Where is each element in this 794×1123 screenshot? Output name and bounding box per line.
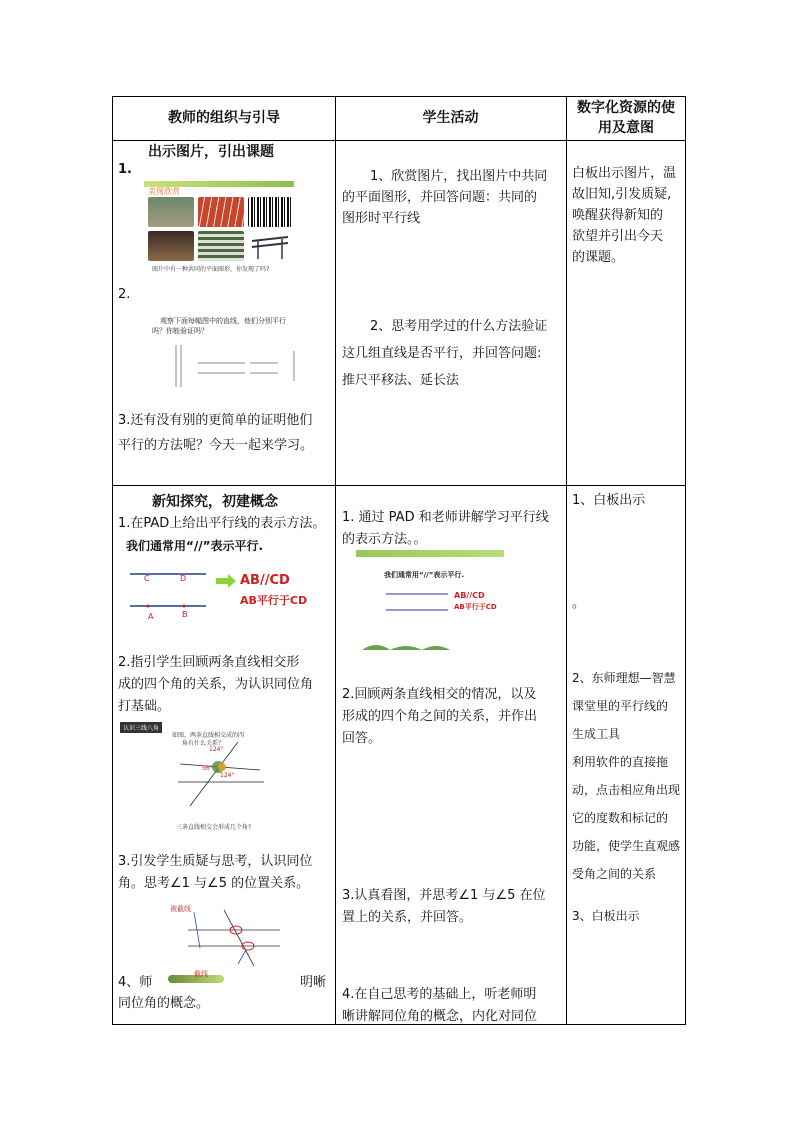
item1-number: 1. <box>118 162 132 177</box>
ab-parallel-cd: AB//CD <box>240 573 290 588</box>
item2-number: 2. <box>118 287 131 302</box>
image-bottom-question: 三条直线相交会形成几个角? <box>176 824 252 831</box>
s2-student4-line2: 晰讲解同位角的概念，内化对同位 <box>342 1009 538 1024</box>
parallel-bars-photo <box>248 231 292 261</box>
item3-line1: 3.还有没有别的更简单的证明他们 <box>118 413 313 428</box>
s2-student1-line2: 的表示方法。。 <box>342 532 427 547</box>
s2-item3-line1: 3.引发学生质疑与思考，认识同位 <box>118 854 313 869</box>
angle-124-bottom: 124° <box>220 772 235 779</box>
three-lines-eight-angles-image <box>118 720 294 832</box>
parallel-check-image <box>150 313 300 383</box>
s2-resource2-line7: 功能，使学生直观感 <box>572 839 681 853</box>
student2-line1: 2、思考用学过的什么方法验证 <box>370 319 548 334</box>
s2-item4-line2: 同位角的概念。 <box>118 996 210 1011</box>
section1-title: 出示图片，引出课题 <box>148 144 274 160</box>
check-text-1: 观察下面每幅图中的直线，他们分别平行 <box>160 317 286 325</box>
s2-item2-line3: 打基础。 <box>118 699 171 714</box>
s2-student-3 <box>342 885 562 929</box>
s2-student3-line1: 3.认真看图，并思考∠1 与∠5 在位 <box>342 888 546 903</box>
s2-resource2-line6: 它的度数和标记的 <box>572 811 669 825</box>
s2-item2-text <box>118 652 313 718</box>
student1-line3: 图形时平行线 <box>342 211 421 226</box>
resource1-line3: 唤醒获得新知的 <box>572 208 664 223</box>
parallel-lines-figure <box>150 343 300 388</box>
item3-line2: 平行的方法呢？今天一起来学习。 <box>118 438 314 453</box>
s2-student2-line3: 回答。 <box>342 731 382 746</box>
s2-resource2-line8: 受角之间的关系 <box>572 867 657 881</box>
parallel-bars-icon <box>248 231 292 261</box>
resource1-line4: 欲望并引出今天 <box>572 229 664 244</box>
header-student: 学生活动 <box>422 110 479 126</box>
s2-resource-dot: 。 <box>572 596 586 611</box>
student-image-text: 我们通常用“//”表示平行. <box>384 571 464 579</box>
s2-item3-text <box>118 851 312 895</box>
s2-resource-2 <box>572 664 684 888</box>
header-resource-line2: 用及意图 <box>598 120 654 136</box>
image-title: 美图欣赏 <box>148 187 180 196</box>
transected-lines-label: 被截线 <box>170 905 191 913</box>
s2-student4-line1: 4.在自己思考的基础上，听老师明 <box>342 987 537 1002</box>
student-notation-image <box>356 550 504 654</box>
s2-student2-line2: 形成的四个角之间的关系，并作出 <box>342 709 538 724</box>
column-divider <box>566 97 567 1024</box>
resource1-line1: 白板出示图片，温 <box>572 166 677 181</box>
s2-item1-line1: 1.在PAD上给出平行线的表示方法。 <box>118 516 326 531</box>
barcode-photo <box>248 197 292 227</box>
railway-photo <box>148 231 194 261</box>
label-a: A <box>148 612 154 621</box>
item3-text <box>118 410 313 456</box>
student-activity-1 <box>342 166 562 229</box>
s2-student2-line1: 2.回顾两条直线相交的情况，以及 <box>342 687 537 702</box>
student-image-abcd-text: AB平行于CD <box>454 603 497 611</box>
s2-student-4 <box>342 984 562 1028</box>
s2-resource2-line4: 利用软件的直接拖 <box>572 755 669 769</box>
corresponding-angles-image <box>168 904 286 970</box>
header-resource-line1: 数字化资源的使 <box>577 100 675 116</box>
image-tag: 认识三线八角 <box>120 722 162 733</box>
s2-resource-3: 3、白板出示 <box>572 909 640 923</box>
header-teacher: 教师的组织与引导 <box>168 110 280 126</box>
student1-line2: 的平面图形，并回答问题：共同的 <box>342 190 538 205</box>
s2-item3-line2: 角。思考∠1 与∠5 的位置关系。 <box>118 876 310 891</box>
appreciation-image <box>144 181 294 274</box>
crosswalk-photo <box>198 231 244 261</box>
s2-item1-line2: 我们通常用“//”表示平行. <box>126 539 264 553</box>
ab-parallel-cd-text: AB平行于CD <box>240 594 308 607</box>
header-resource <box>566 98 686 138</box>
row-divider <box>113 485 685 486</box>
image-caption: 图片中有一种共同的平面图形，你发现了吗? <box>152 266 270 273</box>
s2-resource2-line3: 生成工具 <box>572 727 621 741</box>
track-photo <box>198 197 244 227</box>
column-divider <box>335 97 336 1024</box>
label-c: C <box>144 574 150 583</box>
label-b: B <box>182 610 188 619</box>
parallel-notation-figure <box>128 568 328 624</box>
student-activity-2 <box>342 313 562 394</box>
s2-item2-line2: 成的四个角的关系，为认识同位角 <box>118 677 314 692</box>
s2-student-1 <box>342 507 562 551</box>
row-divider <box>113 140 685 141</box>
student1-line1: 1、欣赏图片，找出图片中共同 <box>370 169 548 184</box>
check-text-2: 吗？你能验证吗？ <box>152 327 208 335</box>
label-d: D <box>180 574 187 583</box>
resource1-line5: 的课题。 <box>572 250 625 265</box>
student2-line2: 这几组直线是否平行，并回答问题: <box>342 346 542 361</box>
student2-line3: 推尺平移法、延长法 <box>342 373 460 388</box>
stairs-photo <box>148 197 194 227</box>
s2-item4-a: 4、师 <box>118 975 153 990</box>
s2-student1-line1: 1. 通过 PAD 和老师讲解学习平行线 <box>342 510 549 525</box>
s2-resource2-line5: 动，点击相应角出现 <box>572 783 681 797</box>
transversal-label: 截线 <box>194 970 208 978</box>
s2-student-2 <box>342 684 562 750</box>
s2-item4-b: 明晰 <box>300 975 327 990</box>
s2-resource-1: 1、白板出示 <box>572 493 646 508</box>
angle-124-top: 124° <box>209 746 224 753</box>
student-image-abcd: AB//CD <box>454 591 485 600</box>
s2-resource2-line1: 2、东师理想—智慧 <box>572 671 676 685</box>
image-question-1: 如图，两条直线相交成的四 <box>172 732 245 739</box>
s2-item2-line1: 2.指引学生回顾两条直线相交形 <box>118 655 300 670</box>
s2-resource2-line2: 课堂里的平行线的 <box>572 699 669 713</box>
resource-intent-1 <box>572 163 684 268</box>
angle-56: 56° <box>202 765 213 772</box>
section2-title: 新知探究，初建概念 <box>152 494 278 510</box>
resource1-line2: 故旧知,引发质疑, <box>572 187 672 202</box>
image-question-2: 角有什么关系？ <box>182 740 225 747</box>
s2-student3-line2: 置上的关系，并回答。 <box>342 910 473 925</box>
transversal-figure <box>168 904 286 970</box>
